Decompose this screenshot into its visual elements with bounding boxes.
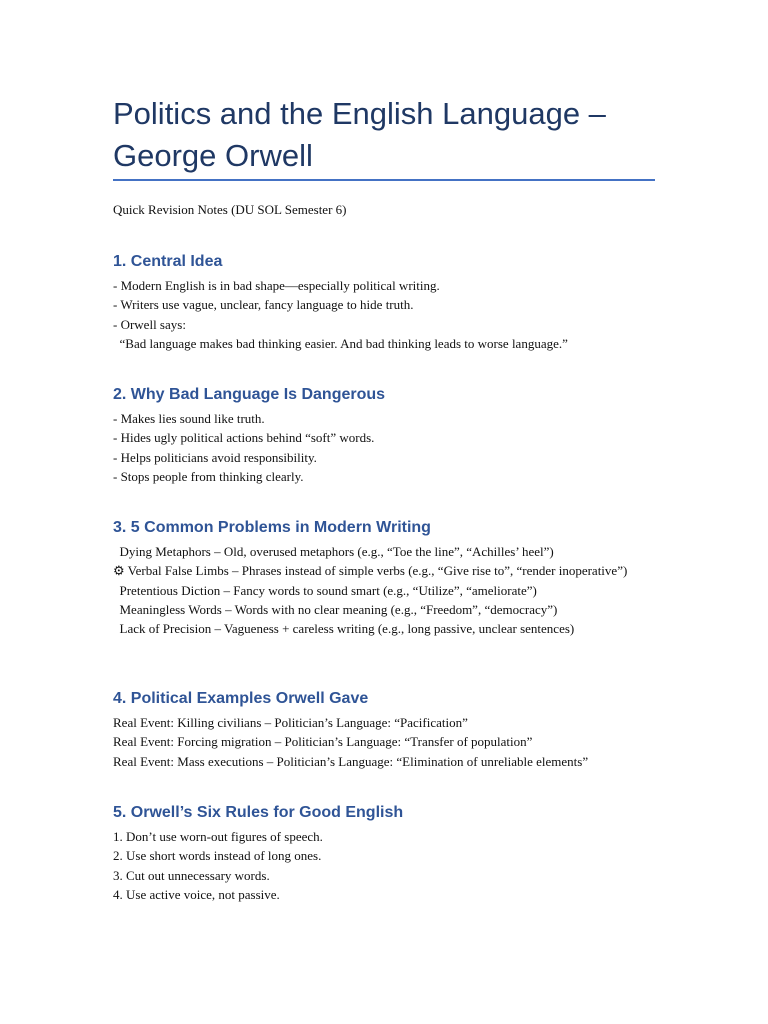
document-subtitle: Quick Revision Notes (DU SOL Semester 6) <box>113 202 347 217</box>
section-body <box>113 409 658 486</box>
section-common-problems <box>113 518 658 638</box>
section-body <box>113 276 658 353</box>
document-title: Politics and the English Language – George Orwell <box>113 96 606 173</box>
section-heading: 4. Political Examples Orwell Gave <box>113 690 369 707</box>
section-heading: 3. 5 Common Problems in Modern Writing <box>113 519 431 536</box>
section-heading: 2. Why Bad Language Is Dangerous <box>113 386 386 403</box>
section-body <box>113 542 658 638</box>
section-line: - Hides ugly political actions behind “soft” words. <box>113 430 375 446</box>
section-line: - Writers use vague, unclear, fancy language to hide truth. <box>113 297 414 313</box>
section-six-rules <box>113 803 658 904</box>
section-political-examples <box>113 689 658 771</box>
section-line: ⚙ Verbal False Limbs – Phrases instead of simple verbs (e.g., “Give rise to”, “render inoperative”) <box>113 563 628 579</box>
section-line: - Orwell says: <box>113 316 186 332</box>
section-line: Real Event: Mass executions – Politician’s Language: “Elimination of unreliable elements” <box>113 753 589 769</box>
section-line: 4. Use active voice, not passive. <box>113 886 280 902</box>
section-line: Meaningless Words – Words with no clear meaning (e.g., “Freedom”, “democracy”) <box>113 601 558 617</box>
section-body <box>113 713 658 771</box>
section-line: - Helps politicians avoid responsibility. <box>113 449 317 465</box>
section-line: “Bad language makes bad thinking easier. And bad thinking leads to worse language.” <box>113 335 568 351</box>
section-line: Pretentious Diction – Fancy words to sound smart (e.g., “Utilize”, “ameliorate”) <box>113 582 537 598</box>
section-line: Real Event: Killing civilians – Politician’s Language: “Pacification” <box>113 715 468 730</box>
section-line: 2. Use short words instead of long ones. <box>113 848 322 864</box>
section-line: Lack of Precision – Vagueness + careless writing (e.g., long passive, unclear sentences) <box>113 621 575 637</box>
title-underline <box>113 179 655 181</box>
section-heading: 5. Orwell’s Six Rules for Good English <box>113 804 404 821</box>
section-line: 1. Don’t use worn-out figures of speech. <box>113 829 323 844</box>
section-line: 3. Cut out unnecessary words. <box>113 867 270 883</box>
section-central-idea <box>113 252 658 353</box>
section-body <box>113 827 658 904</box>
section-line: Real Event: Forcing migration – Politician’s Language: “Transfer of population” <box>113 734 533 750</box>
section-line: - Makes lies sound like truth. <box>113 411 265 426</box>
section-line: - Modern English is in bad shape—especially political writing. <box>113 278 440 293</box>
section-line: Dying Metaphors – Old, overused metaphors (e.g., “Toe the line”, “Achilles’ heel”) <box>113 544 554 559</box>
section-line: - Stops people from thinking clearly. <box>113 468 304 484</box>
section-heading: 1. Central Idea <box>113 253 223 270</box>
section-why-bad-language <box>113 385 658 486</box>
